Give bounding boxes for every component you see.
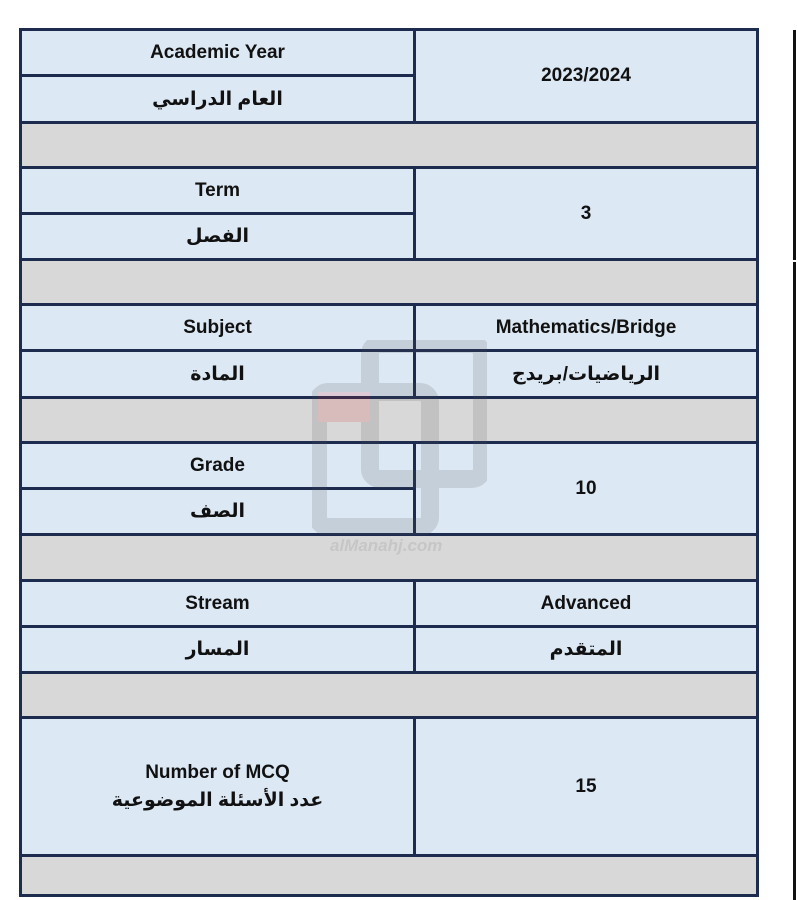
stream-label-ar: المسار [21,627,415,673]
subject-label-ar: المادة [21,351,415,398]
mcq-label-cell [21,718,415,856]
spacer-row [21,398,758,443]
page-edge-line [793,30,796,260]
academic-year-label-ar: العام الدراسي [21,76,415,123]
stream-label-en: Stream [21,581,415,627]
stream-value-ar: المتقدم [415,627,758,673]
subject-value-en: Mathematics/Bridge [415,305,758,351]
grade-label-en: Grade [21,443,415,489]
subject-label-en: Subject [21,305,415,351]
spacer-row [21,260,758,305]
spacer-row [21,535,758,581]
stream-value-en: Advanced [415,581,758,627]
spacer-row [21,123,758,168]
spacer-row [21,673,758,718]
exam-info-table [19,28,759,897]
mcq-value: 15 [415,718,758,856]
mcq-label-ar: عدد الأسئلة الموضوعية [111,789,324,811]
academic-year-value: 2023/2024 [415,30,758,123]
page-edge-line [793,262,796,900]
term-value: 3 [415,168,758,260]
term-label-en: Term [21,168,415,214]
academic-year-label-en: Academic Year [21,30,415,76]
term-label-ar: الفصل [21,214,415,260]
grade-value: 10 [415,443,758,535]
grade-label-ar: الصف [21,489,415,535]
subject-value-ar: الرياضيات/بريدج [415,351,758,398]
spacer-row [21,856,758,896]
watermark-site: alManahj.com [330,536,443,555]
mcq-label-en: Number of MCQ [145,761,290,783]
